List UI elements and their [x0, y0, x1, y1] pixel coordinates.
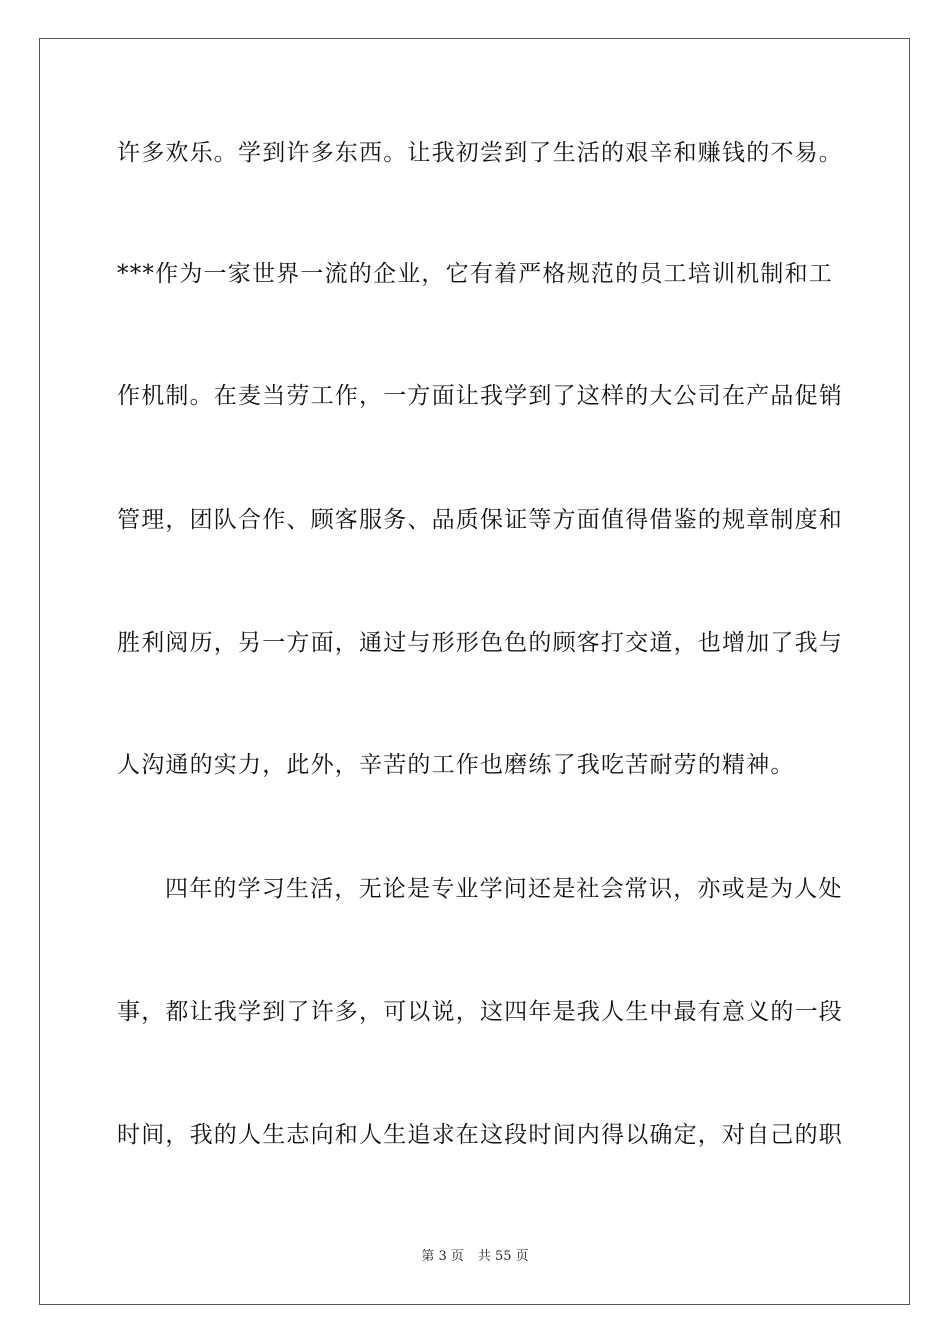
body-text-line-4: 管理，团队合作、顾客服务、品质保证等方面值得借鉴的规章制度和 — [117, 507, 843, 533]
body-text-line-5: 胜利阅历，另一方面，通过与形形色色的顾客打交道，也增加了我与 — [117, 630, 843, 656]
body-text-line-3: 作机制。在麦当劳工作，一方面让我学到了这样的大公司在产品促销 — [117, 383, 843, 409]
body-text-line-2: ***作为一家世界一流的企业，它有着严格规范的员工培训机制和工 — [117, 261, 833, 287]
body-text-line-9: 时间，我的人生志向和人生追求在这段时间内得以确定，对自己的职 — [117, 1122, 843, 1148]
body-text-line-7: 四年的学习生活，无论是专业学问还是社会常识，亦或是为人处 — [165, 876, 843, 902]
page-number: 第 3 页 — [421, 1249, 464, 1264]
body-text-line-1: 许多欢乐。学到许多东西。让我初尝到了生活的艰辛和赚钱的不易。 — [117, 140, 843, 166]
total-pages: 共 55 页 — [477, 1249, 529, 1264]
page-footer — [0, 1248, 950, 1266]
body-text-line-8: 事，都让我学到了许多，可以说，这四年是我人生中最有意义的一段 — [117, 999, 843, 1025]
page-frame — [39, 38, 910, 1305]
body-text-line-6: 人沟通的实力，此外，辛苦的工作也磨练了我吃苦耐劳的精神。 — [117, 752, 795, 778]
